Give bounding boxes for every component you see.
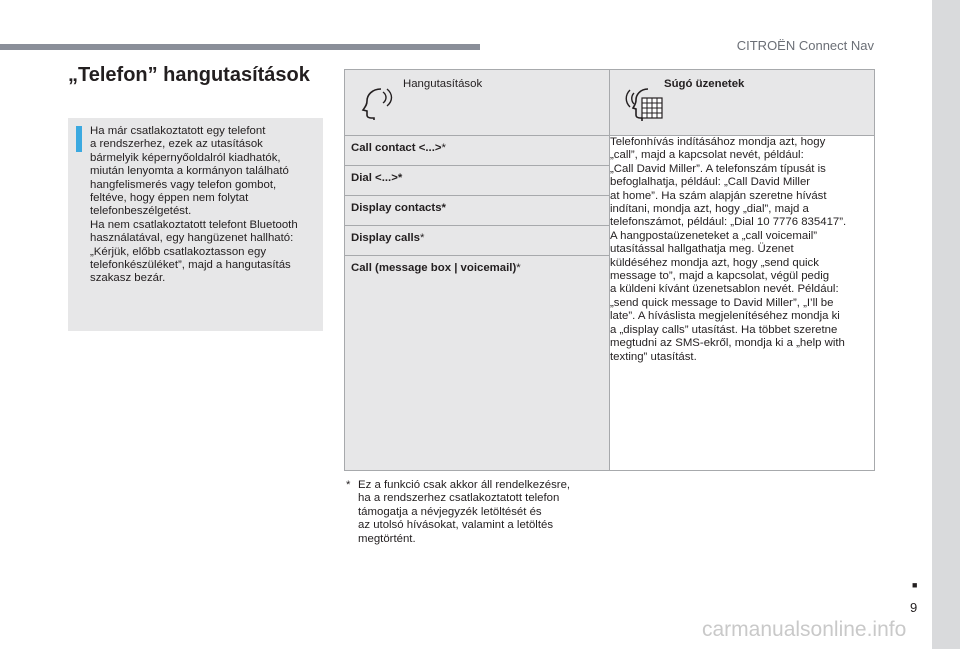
help-line: utasítással hallgathatja meg. Üzenet: [610, 243, 794, 256]
command-star: *: [420, 232, 425, 244]
info-line: Ha már csatlakoztatott egy telefont: [90, 125, 266, 137]
info-line: bármelyik képernyőoldalról kiadhatók,: [90, 151, 281, 164]
command-name: Display contacts: [351, 202, 442, 214]
command-name: Display calls: [351, 232, 421, 244]
help-line: a „display calls” utasítást. Ha többet szeretne: [610, 323, 838, 336]
command-cell: [345, 256, 610, 471]
help-line: „send quick message to David Miller”, „I’ll be: [610, 296, 834, 309]
footnote-body: [358, 479, 596, 546]
help-line: Telefonhívás indításához mondja azt, hogy: [610, 136, 826, 148]
footnote-line: Ez a funkció csak akkor áll rendelkezésre,: [358, 479, 571, 491]
footnote-line: megtörtént.: [358, 532, 416, 545]
help-line: late”. A híváslista megjelenítéséhez mondja ki: [610, 310, 840, 323]
command-cell: [345, 136, 610, 166]
footnote-line: támogatja a névjegyzék letöltését és: [358, 505, 542, 518]
help-line: message to”, majd a kapcsolat, végül pedig: [610, 270, 830, 283]
command-name: Call (message box | voicemail): [351, 262, 517, 274]
command-cell: [345, 196, 610, 226]
info-box: [68, 118, 323, 331]
side-strip: [932, 0, 960, 649]
help-line: „call”, majd a kapcsolat nevét, például:: [610, 149, 804, 162]
footnote-mark: *: [346, 479, 351, 491]
command-name: Call contact <...>: [351, 142, 442, 154]
help-line: texting” utasítást.: [610, 350, 697, 363]
help-line: „Call David Miller”. A telefonszám típusát is: [610, 162, 826, 175]
header-commands-label: Hangutasítások: [403, 78, 483, 90]
info-line: feltéve, hogy éppen nem folytat: [90, 192, 249, 205]
command-star: *: [441, 142, 446, 154]
speaking-head-grid-icon: [624, 86, 664, 122]
continue-mark: ■: [912, 580, 918, 590]
info-line: Ha nem csatlakoztatott telefont Bluetooth: [90, 218, 298, 231]
info-line: szakasz bezár.: [90, 272, 166, 285]
info-icon: [76, 126, 82, 152]
help-line: indítani, mondja azt, hogy „dial”, majd a: [610, 203, 809, 216]
table-row: [345, 136, 875, 166]
info-line: használatával, egy hangüzenet hallható:: [90, 232, 294, 245]
command-star: *: [516, 262, 521, 274]
table-header-row: [345, 70, 875, 136]
speaking-head-icon: [359, 86, 395, 120]
command-name: Dial <...>: [351, 172, 398, 184]
footnote: [346, 479, 596, 546]
command-cell: [345, 226, 610, 256]
page-number: 9: [910, 600, 918, 615]
info-line: „Kérjük, előbb csatlakoztasson egy: [90, 245, 267, 258]
info-text: [90, 125, 318, 286]
help-text-cell: [610, 136, 875, 471]
header-help-label: Súgó üzenetek: [664, 78, 745, 90]
info-line: miután lenyomta a kormányon található: [90, 165, 289, 178]
help-line: A hangpostaüzeneteket a „call voicemail”: [610, 229, 818, 242]
command-cell: [345, 166, 610, 196]
footnote-line: az utolsó hívásokat, valamint a letöltés: [358, 519, 554, 532]
help-line: küldéséhez mondja azt, hogy „send quick: [610, 256, 819, 269]
footnote-line: ha a rendszerhez csatlakoztatott telefon: [358, 492, 560, 505]
help-line: befoglalhatja, például: „Call David Miller: [610, 176, 811, 189]
help-line: telefonszámot, például: „Dial 10 7776 835417”.: [610, 216, 847, 229]
watermark[interactable]: carmanualsonline.info: [702, 618, 907, 641]
header-title: CITROËN Connect Nav: [736, 38, 874, 53]
info-line: a rendszerhez, ezek az utasítások: [90, 138, 263, 151]
header-cell-commands: [345, 70, 610, 136]
command-star: *: [441, 202, 446, 214]
info-line: hangfelismerés vagy telefon gombot,: [90, 178, 277, 191]
header-cell-help: [610, 70, 875, 136]
voice-command-table: [344, 69, 875, 471]
page-title: „Telefon” hangutasítások: [68, 64, 310, 86]
help-line: a küldeni kívánt üzenetsablon nevét. Például:: [610, 283, 839, 296]
info-line: telefonbeszélgetést.: [90, 205, 192, 218]
info-line: telefonkészüléket”, majd a hangutasítás: [90, 259, 291, 272]
help-line: at home”. Ha szám alapján szeretne hívást: [610, 189, 827, 202]
command-star: *: [397, 172, 403, 184]
help-line: megtudni az SMS-ekről, mondja ki a „help with: [610, 337, 845, 350]
header-rule: [0, 44, 480, 50]
